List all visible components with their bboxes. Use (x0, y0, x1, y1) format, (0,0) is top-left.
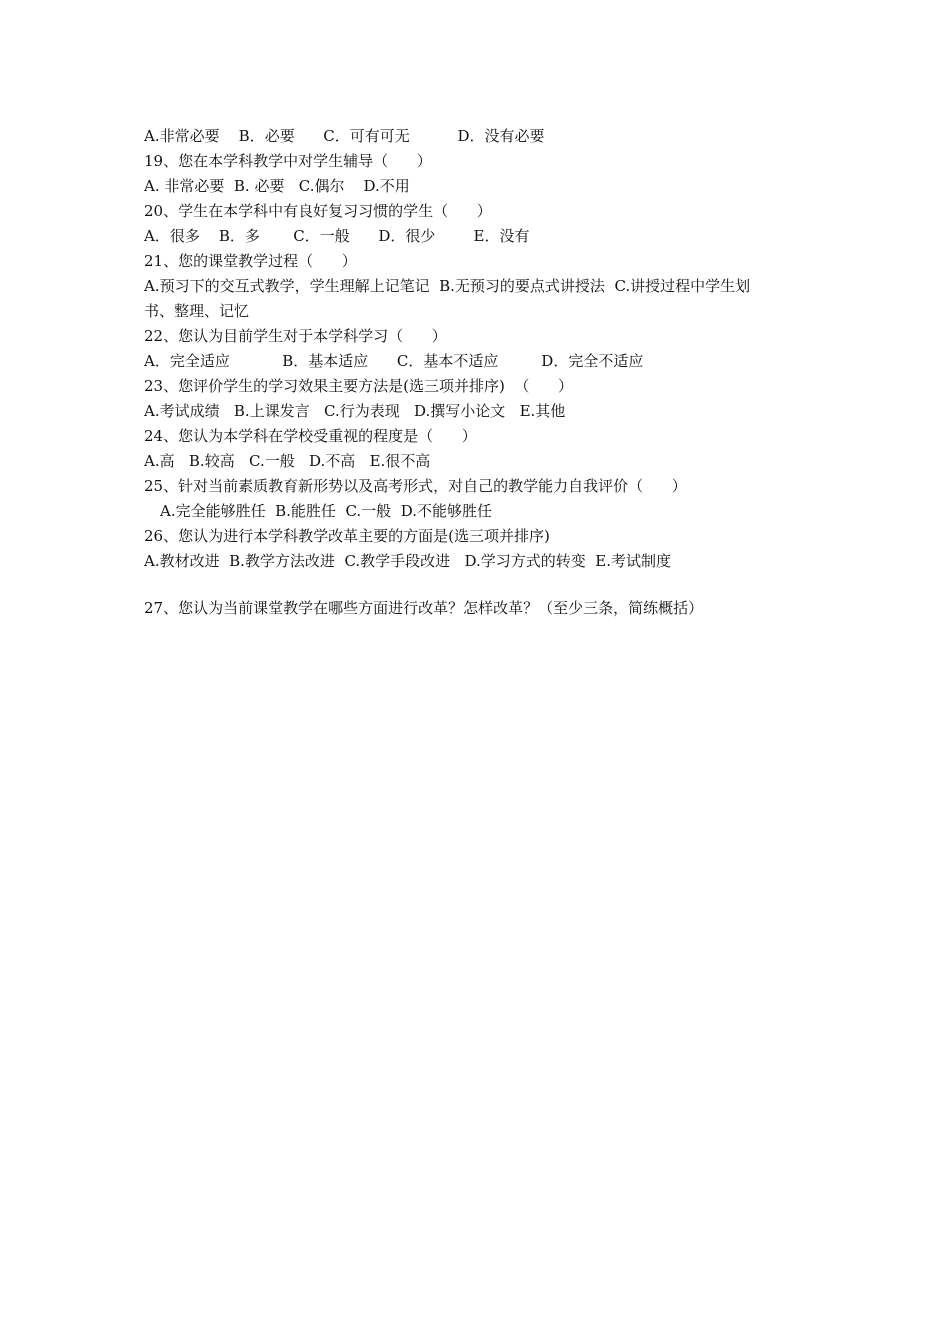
question-20: 20、学生在本学科中有良好复习习惯的学生（ ） (144, 202, 492, 220)
question-23: 23、您评价学生的学习效果主要方法是(选三项并排序) （ ） (144, 377, 573, 395)
question-25-options: A.完全能够胜任 B.能胜任 C.一般 D.不能够胜任 (160, 502, 492, 520)
question-20-options: A．很多 B．多 C．一般 D．很少 E．没有 (144, 227, 530, 245)
question-19-options: A. 非常必要 B. 必要 C.偶尔 D.不用 (144, 177, 410, 195)
question-21-options-continued: 书、整理、记忆 (144, 302, 250, 320)
question-19: 19、您在本学科教学中对学生辅导（ ） (144, 152, 432, 170)
question-22-options: A．完全适应 B．基本适应 C．基本不适应 D．完全不适应 (144, 352, 644, 370)
question-26: 26、您认为进行本学科教学改革主要的方面是(选三项并排序) (144, 527, 550, 545)
question-24-options: A.高 B.较高 C.一般 D.不高 E.很不高 (144, 452, 431, 470)
question-27: 27、您认为当前课堂教学在哪些方面进行改革？怎样改革？（至少三条，简练概括） (144, 599, 704, 617)
question-18-options: A.非常必要 B．必要 C．可有可无 D．没有必要 (144, 127, 545, 145)
question-26-options: A.教材改进 B.教学方法改进 C.教学手段改进 D.学习方式的转变 E.考试制度 (144, 552, 671, 570)
document-page (144, 124, 824, 621)
question-21: 21、您的课堂教学过程（ ） (144, 252, 357, 270)
question-25: 25、针对当前素质教育新形势以及高考形式，对自己的教学能力自我评价（ ） (144, 477, 687, 495)
blank-spacer (144, 574, 824, 596)
question-23-options: A.考试成绩 B.上课发言 C.行为表现 D.撰写小论文 E.其他 (144, 402, 566, 420)
question-21-options: A.预习下的交互式教学，学生理解上记笔记 B.无预习的要点式讲授法 C.讲授过程中学生划 (144, 277, 751, 295)
question-24: 24、您认为本学科在学校受重视的程度是（ ） (144, 427, 477, 445)
question-22: 22、您认为目前学生对于本学科学习（ ） (144, 327, 447, 345)
